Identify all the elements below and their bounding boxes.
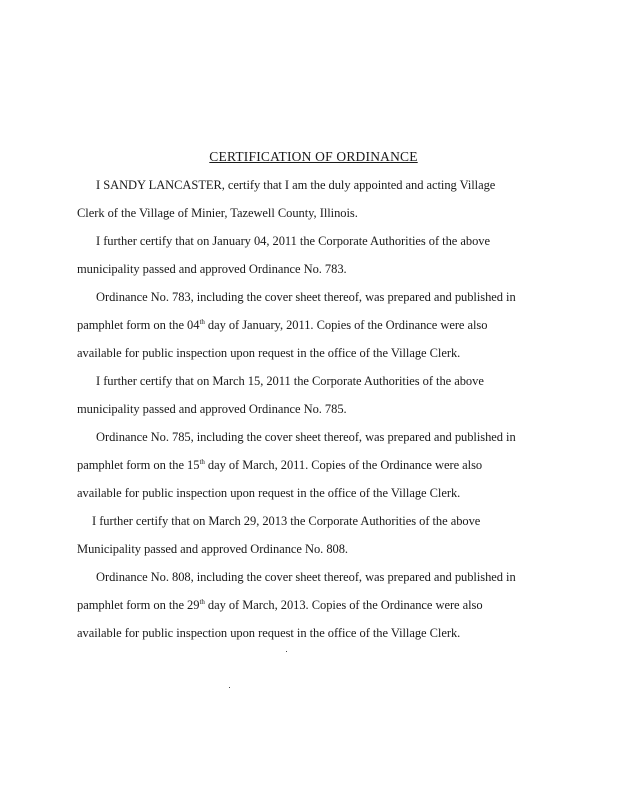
paragraph-6-line-2: Municipality passed and approved Ordinance No. 808. — [77, 542, 348, 556]
ordinal-suffix: th — [199, 318, 205, 326]
paragraph-4-line-1: I further certify that on March 15, 2011 the Corporate Authorities of the above — [96, 374, 484, 388]
line-text-before-sup: pamphlet form on the 29 — [77, 598, 200, 612]
paragraph-5-line-3: available for public inspection upon request in the office of the Village Clerk. — [77, 486, 461, 500]
paragraph-6-line-1: I further certify that on March 29, 2013 the Corporate Authorities of the above — [92, 514, 481, 528]
paragraph-3-line-3: available for public inspection upon request in the office of the Village Clerk. — [77, 346, 461, 360]
paragraph-5-line-2 — [77, 458, 482, 473]
paragraph-5-line-1: Ordinance No. 785, including the cover sheet thereof, was prepared and published in — [96, 430, 516, 444]
scan-speck — [286, 651, 287, 652]
paragraph-3-line-1: Ordinance No. 783, including the cover sheet thereof, was prepared and published in — [96, 290, 516, 304]
paragraph-2-line-1: I further certify that on January 04, 2011 the Corporate Authorities of the above — [96, 234, 490, 248]
line-text-after-sup: day of March, 2013. Copies of the Ordinance were also — [204, 598, 483, 612]
line-text-before-sup: pamphlet form on the 04 — [77, 318, 200, 332]
paragraph-3-line-2 — [77, 318, 487, 333]
paragraph-4-line-2: municipality passed and approved Ordinance No. 785. — [77, 402, 347, 416]
line-text-after-sup: day of January, 2011. Copies of the Ordinance were also — [204, 318, 488, 332]
line-text-before-sup: pamphlet form on the 15 — [77, 458, 200, 472]
line-text-after-sup: day of March, 2011. Copies of the Ordinance were also — [204, 458, 483, 472]
document-title: CERTIFICATION OF ORDINANCE — [209, 149, 418, 164]
scan-speck — [229, 687, 230, 688]
paragraph-1-line-2: Clerk of the Village of Minier, Tazewell County, Illinois. — [77, 206, 358, 220]
ordinal-suffix: th — [199, 598, 205, 606]
paragraph-7-line-3: available for public inspection upon request in the office of the Village Clerk. — [77, 626, 461, 640]
paragraph-7-line-2 — [77, 598, 483, 613]
paragraph-7-line-1: Ordinance No. 808, including the cover sheet thereof, was prepared and published in — [96, 570, 516, 584]
ordinal-suffix: th — [199, 458, 205, 466]
paragraph-1-line-1: I SANDY LANCASTER, certify that I am the duly appointed and acting Village — [96, 178, 496, 192]
paragraph-2-line-2: municipality passed and approved Ordinance No. 783. — [77, 262, 347, 276]
